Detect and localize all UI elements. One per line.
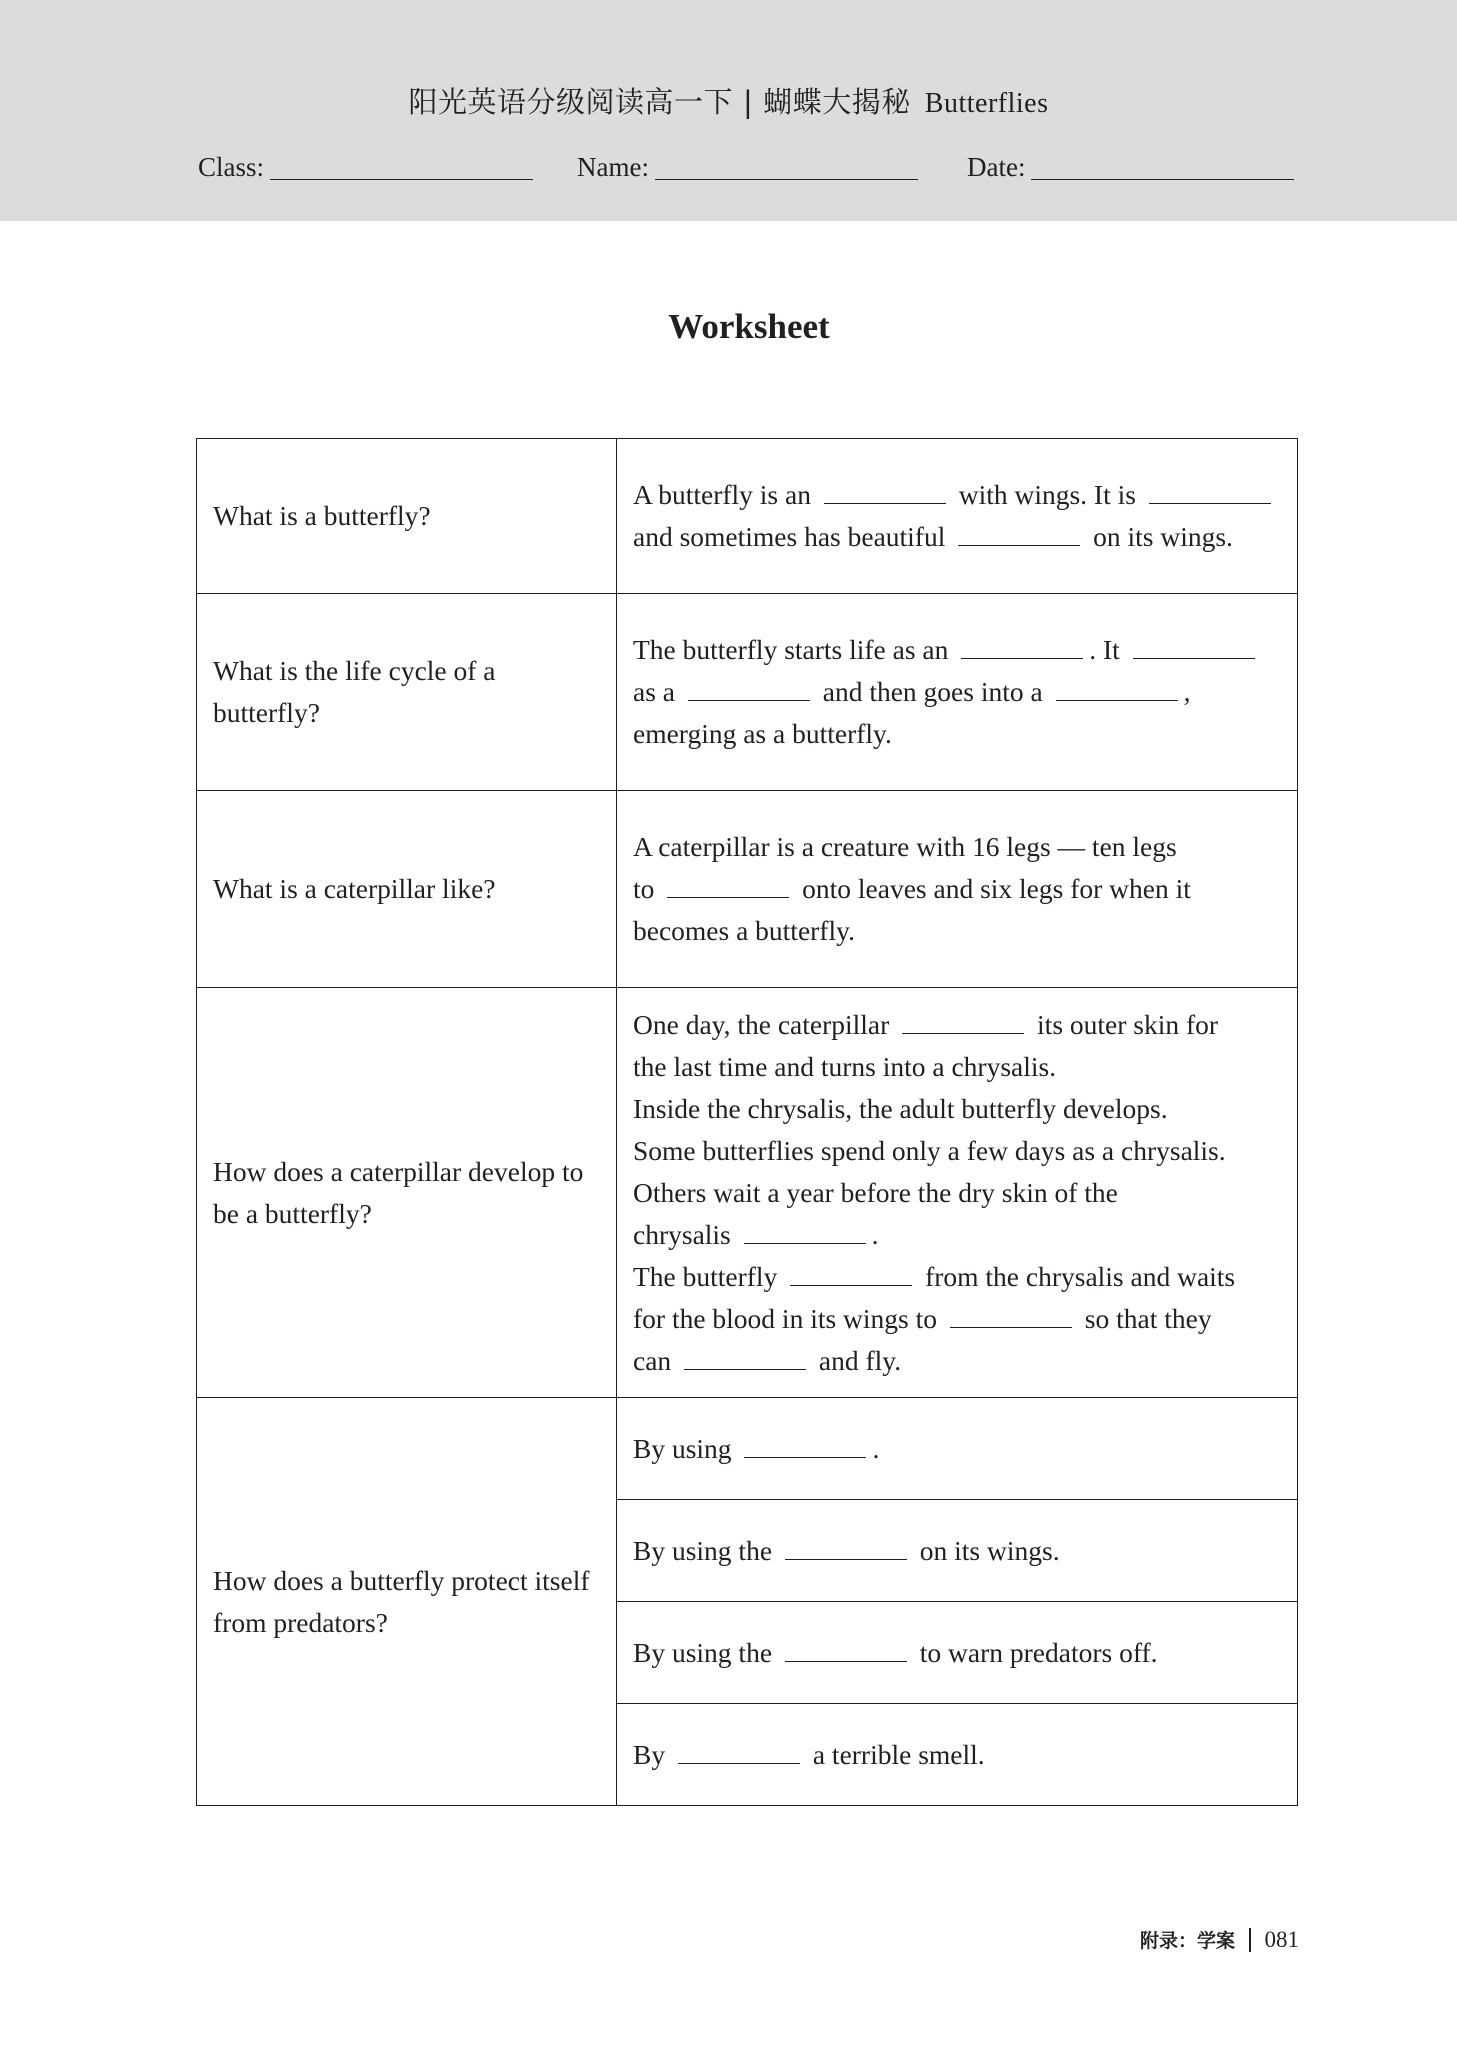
- question-cell: What is a caterpillar like?: [197, 791, 617, 988]
- answer-line: [633, 1734, 1281, 1776]
- answer-text: By: [633, 1738, 672, 1770]
- book-title-en: Butterflies: [924, 88, 1049, 119]
- answer-line: [633, 1088, 1281, 1130]
- worksheet-row: [197, 439, 1298, 594]
- name-field: [577, 152, 918, 183]
- answer-cell: [617, 1602, 1298, 1704]
- answer-blank[interactable]: [785, 1534, 907, 1560]
- question-cell: How does a caterpillar develop to be a butterfly?: [197, 988, 617, 1398]
- date-line[interactable]: [1031, 157, 1294, 180]
- worksheet-row: [197, 1398, 1298, 1500]
- header-band: [0, 0, 1457, 221]
- answer-line: [633, 516, 1281, 558]
- worksheet-row: [197, 594, 1298, 791]
- footer-section: 附录：学案: [1139, 1930, 1235, 1952]
- answer-blank[interactable]: [688, 675, 810, 701]
- answer-line: [633, 910, 1281, 952]
- answer-text: .: [871, 1218, 879, 1250]
- answer-cell: [617, 791, 1298, 988]
- answer-line: [633, 1340, 1281, 1382]
- answer-text: Some butterflies spend only a few days as a chrysalis.: [633, 1134, 1226, 1166]
- answer-line: [633, 1298, 1281, 1340]
- answer-text: One day, the caterpillar: [633, 1008, 897, 1040]
- answer-text: to: [633, 873, 662, 904]
- answer-blank[interactable]: [1133, 633, 1255, 659]
- answer-blank[interactable]: [667, 872, 789, 898]
- answer-text: .: [872, 1432, 880, 1464]
- answer-text: A caterpillar is a creature with 16 legs — ten legs: [633, 831, 1177, 862]
- answer-text: Inside the chrysalis, the adult butterfly develops.: [633, 1092, 1168, 1124]
- answer-blank[interactable]: [744, 1218, 866, 1244]
- answer-line: [633, 868, 1281, 910]
- answer-text: so that they: [1077, 1302, 1212, 1334]
- series-title: 阳光英语分级阅读高一下: [408, 85, 733, 119]
- answer-text: By using the: [633, 1534, 779, 1566]
- worksheet-row: [197, 988, 1298, 1398]
- answer-blank[interactable]: [790, 1260, 912, 1286]
- answer-line: [633, 1256, 1281, 1298]
- answer-text: with wings. It is: [951, 479, 1143, 510]
- answer-text: for the blood in its wings to: [633, 1302, 944, 1334]
- answer-blank[interactable]: [684, 1344, 806, 1370]
- answer-text: chrysalis: [633, 1218, 738, 1250]
- answer-text: to warn predators off.: [912, 1636, 1158, 1668]
- book-title: [0, 80, 1457, 121]
- answer-text: a terrible smell.: [805, 1738, 985, 1770]
- answer-blank[interactable]: [678, 1738, 800, 1764]
- answer-text: A butterfly is an: [633, 479, 818, 510]
- answer-cell: [617, 1704, 1298, 1806]
- answer-text: By using: [633, 1432, 739, 1464]
- worksheet-table: [196, 438, 1298, 1806]
- answer-text: the last time and turns into a chrysalis.: [633, 1050, 1057, 1082]
- date-label: Date:: [967, 152, 1026, 182]
- class-field: [198, 152, 533, 183]
- page-footer: [1140, 1926, 1299, 1953]
- answer-line: [633, 1004, 1281, 1046]
- answer-line: [633, 1428, 1281, 1470]
- answer-blank[interactable]: [902, 1008, 1024, 1034]
- answer-line: [633, 671, 1281, 713]
- answer-blank[interactable]: [958, 520, 1080, 546]
- answer-blank[interactable]: [824, 478, 946, 504]
- name-line[interactable]: [655, 157, 918, 180]
- answer-line: [633, 1172, 1281, 1214]
- answer-text: ,: [1183, 676, 1191, 707]
- class-line[interactable]: [270, 157, 533, 180]
- answer-text: from the chrysalis and waits: [918, 1260, 1236, 1292]
- question-cell: What is a butterfly?: [197, 439, 617, 594]
- answer-text: . It: [1089, 634, 1127, 665]
- worksheet-title: Worksheet: [668, 307, 830, 346]
- answer-text: its outer skin for: [1030, 1008, 1219, 1040]
- answer-text: and then goes into a: [815, 676, 1050, 707]
- answer-text: Others wait a year before the dry skin of the: [633, 1176, 1118, 1208]
- date-field: [967, 152, 1294, 183]
- worksheet-row: [197, 791, 1298, 988]
- answer-text: as a: [633, 676, 682, 707]
- answer-line: [633, 1130, 1281, 1172]
- answer-blank[interactable]: [744, 1432, 866, 1458]
- answer-line: [633, 629, 1281, 671]
- answer-cell: [617, 594, 1298, 791]
- answer-blank[interactable]: [961, 633, 1083, 659]
- answer-cell: [617, 1398, 1298, 1500]
- answer-blank[interactable]: [785, 1636, 907, 1662]
- answer-line: [633, 1046, 1281, 1088]
- name-label: Name:: [577, 152, 649, 182]
- answer-cell: [617, 988, 1298, 1398]
- answer-cell: [617, 1500, 1298, 1602]
- answer-text: emerging as a butterfly.: [633, 718, 892, 749]
- answer-text: on its wings.: [912, 1534, 1060, 1566]
- answer-text: The butterfly: [633, 1260, 785, 1292]
- answer-cell: [617, 439, 1298, 594]
- answer-text: The butterfly starts life as an: [633, 634, 956, 665]
- answer-text: and fly.: [812, 1344, 902, 1376]
- page-number: 081: [1264, 1926, 1299, 1952]
- answer-line: [633, 826, 1281, 868]
- answer-line: [633, 1530, 1281, 1572]
- answer-line: [633, 713, 1281, 755]
- question-cell: What is the life cycle of a butterfly?: [197, 594, 617, 791]
- class-label: Class:: [198, 152, 265, 182]
- answer-text: on its wings.: [1086, 521, 1233, 552]
- answer-blank[interactable]: [950, 1302, 1072, 1328]
- answer-blank[interactable]: [1056, 675, 1178, 701]
- answer-line: [633, 474, 1281, 516]
- footer-divider: [1249, 1928, 1251, 1952]
- answer-text: can: [633, 1344, 679, 1376]
- answer-line: [633, 1632, 1281, 1674]
- answer-line: [633, 1214, 1281, 1256]
- student-info-row: [0, 152, 1457, 192]
- book-title-cn: 蝴蝶大揭秘: [763, 85, 911, 119]
- answer-text: and sometimes has beautiful: [633, 521, 953, 552]
- answer-text: onto leaves and six legs for when it: [795, 873, 1191, 904]
- title-separator: |: [743, 85, 754, 119]
- question-cell: How does a butterfly protect itself from predators?: [197, 1398, 617, 1806]
- answer-text: By using the: [633, 1636, 779, 1668]
- answer-blank[interactable]: [1149, 478, 1271, 504]
- answer-text: becomes a butterfly.: [633, 915, 855, 946]
